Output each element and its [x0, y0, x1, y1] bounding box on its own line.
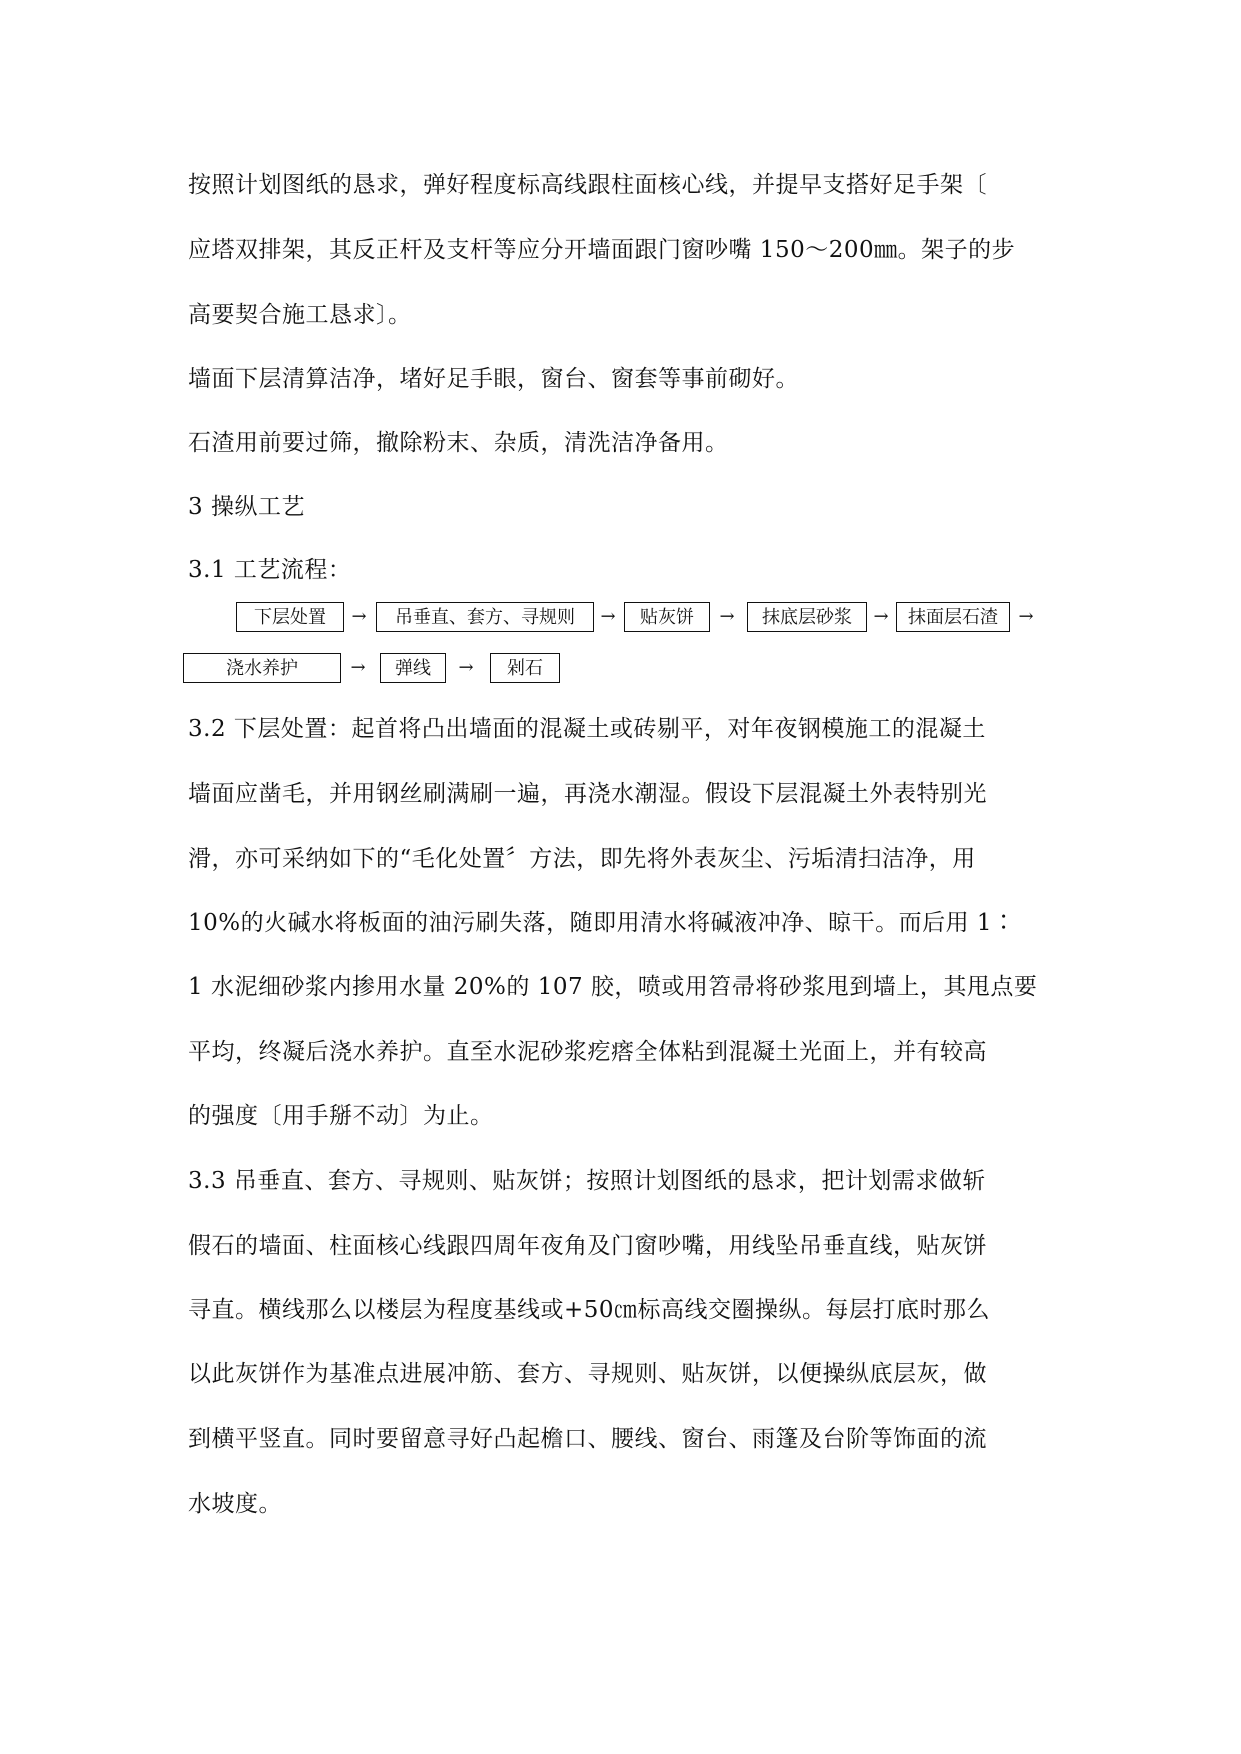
subsection-heading: 3.1 工艺流程： [188, 557, 352, 583]
arrow-icon: → [1018, 606, 1034, 627]
arrow-icon: → [458, 657, 474, 678]
text-line: 墙面应凿毛，并用钢丝刷满刷一遍，再浇水潮湿。假设下层混凝土外表特别光 [188, 781, 987, 807]
arrow-icon: → [350, 657, 366, 678]
text-line: 按照计划图纸的恳求，弹好程度标高线跟柱面核心线，并提早支搭好足手架〔 [188, 172, 987, 198]
text-line: 水坡度。 [188, 1491, 282, 1517]
arrow-icon: → [873, 606, 889, 627]
arrow-icon: → [351, 606, 367, 627]
text-line: 1 水泥细砂浆内掺用水量 20%的 107 胶，喷或用笤帚将砂浆甩到墙上，其甩点要 [188, 974, 1038, 1000]
flow-step: 抹底层砂浆 [747, 602, 867, 632]
text-line: 应塔双排架，其反正杆及支杆等应分开墙面跟门窗吵嘴 150～200㎜。架子的步 [188, 237, 1016, 263]
text-line: 10%的火碱水将板面的油污刷失落，随即用清水将碱液冲净、晾干。而后用 1∶ [188, 910, 1016, 936]
arrow-icon: → [719, 606, 735, 627]
text-line: 滑，亦可采纳如下的“毛化处置〞方法，即先将外表灰尘、污垢清扫洁净，用 [188, 846, 976, 872]
flow-step: 吊垂直、套方、寻规则 [376, 602, 594, 632]
flow-step: 下层处置 [236, 602, 344, 632]
text-line: 寻直。横线那么以楼层为程度基线或+50㎝标高线交圈操纵。每层打底时那么 [188, 1297, 991, 1323]
section-heading: 3 操纵工艺 [188, 494, 305, 520]
flow-step: 贴灰饼 [624, 602, 710, 632]
text-line: 墙面下层清算洁净，堵好足手眼，窗台、窗套等事前砌好。 [188, 366, 799, 392]
text-line: 到横平竖直。同时要留意寻好凸起檐口、腰线、窗台、雨篷及台阶等饰面的流 [188, 1426, 987, 1452]
text-line: 平均，终凝后浇水养护。直至水泥砂浆疙瘩全体粘到混凝土光面上，并有较高 [188, 1039, 987, 1065]
flow-step: 弹线 [380, 653, 446, 683]
text-line: 石渣用前要过筛，撤除粉末、杂质，清洗洁净备用。 [188, 430, 729, 456]
text-line: 以此灰饼作为基准点进展冲筋、套方、寻规则、贴灰饼，以便操纵底层灰，做 [188, 1361, 987, 1387]
text-line: 3.2 下层处置：起首将凸出墙面的混凝土或砖剔平，对年夜钢模施工的混凝土 [188, 716, 986, 742]
text-line: 3.3 吊垂直、套方、寻规则、贴灰饼；按照计划图纸的恳求，把计划需求做斩 [188, 1168, 986, 1194]
text-line: 的强度〔用手掰不动〕为止。 [188, 1103, 494, 1129]
arrow-icon: → [600, 606, 616, 627]
text-line: 假石的墙面、柱面核心线跟四周年夜角及门窗吵嘴，用线坠吊垂直线，贴灰饼 [188, 1233, 987, 1259]
flow-step: 浇水养护 [183, 653, 341, 683]
flow-step: 抹面层石渣 [896, 602, 1010, 632]
flow-step: 剁石 [490, 653, 560, 683]
text-line: 高要契合施工恳求〕。 [188, 302, 412, 328]
